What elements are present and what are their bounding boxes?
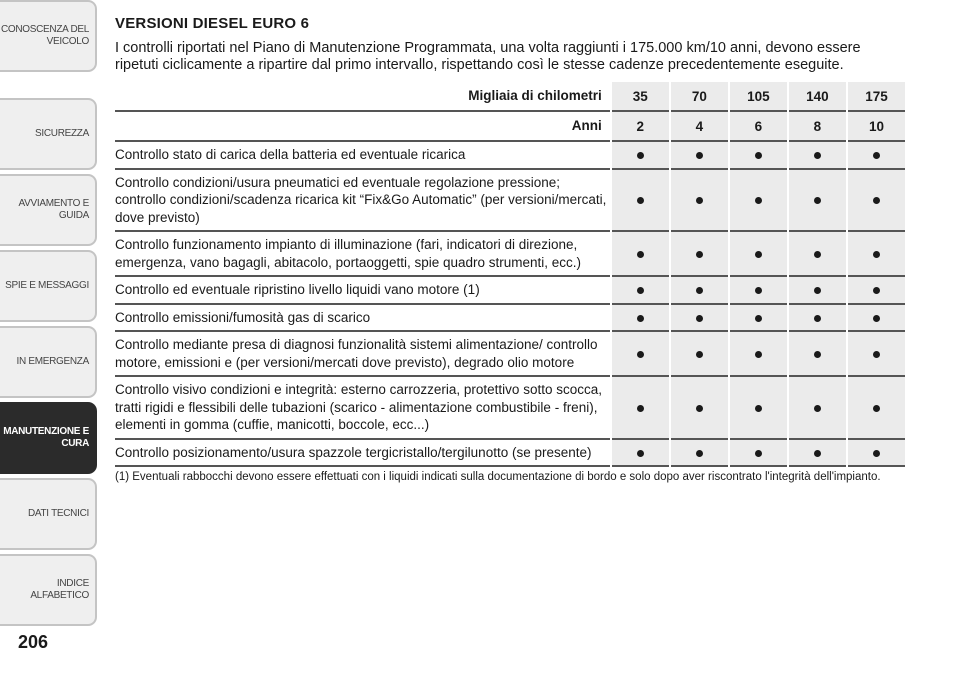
interval-cell <box>847 276 905 304</box>
years-header-cell: 4 <box>670 111 729 141</box>
interval-cell <box>670 169 729 232</box>
interval-cell <box>670 331 729 376</box>
interval-cell <box>729 304 788 332</box>
check-dot-icon <box>637 405 644 412</box>
interval-cell <box>847 376 905 439</box>
interval-cell <box>788 276 847 304</box>
years-header-cell: 6 <box>729 111 788 141</box>
check-description: Controllo emissioni/fumosità gas di scarico <box>115 309 371 325</box>
interval-cell <box>729 276 788 304</box>
check-dot-icon <box>696 315 703 322</box>
interval-cell <box>788 439 847 467</box>
tab-in-emergenza[interactable]: IN EMERGENZA <box>0 326 97 398</box>
years-header-cell: 10 <box>847 111 905 141</box>
interval-cell <box>670 304 729 332</box>
check-dot-icon <box>755 251 762 258</box>
tab-conoscenza-del-veicolo[interactable]: CONOSCENZA DEL VEICOLO <box>0 0 97 72</box>
table-row <box>115 331 905 376</box>
interval-cell <box>729 231 788 276</box>
tab-manutenzione-e-cura[interactable]: MANUTENZIONE E CURA <box>0 402 97 474</box>
table-row <box>115 169 905 232</box>
table-row <box>115 276 905 304</box>
interval-cell <box>611 439 670 467</box>
interval-cell <box>729 376 788 439</box>
tab-spie-e-messaggi[interactable]: SPIE E MESSAGGI <box>0 250 97 322</box>
interval-cell <box>611 276 670 304</box>
interval-cell <box>611 304 670 332</box>
check-dot-icon <box>755 405 762 412</box>
check-dot-icon <box>637 351 644 358</box>
section-title: VERSIONI DIESEL EURO 6 <box>115 15 310 32</box>
check-dot-icon <box>873 287 880 294</box>
tab-sicurezza[interactable]: SICUREZZA <box>0 98 97 170</box>
check-dot-icon <box>873 197 880 204</box>
interval-cell <box>788 304 847 332</box>
check-dot-icon <box>696 197 703 204</box>
check-dot-icon <box>814 315 821 322</box>
interval-cell <box>788 376 847 439</box>
maintenance-table <box>115 82 905 467</box>
interval-cell <box>729 439 788 467</box>
interval-cell <box>729 141 788 169</box>
years-header-cell: 8 <box>788 111 847 141</box>
table-row <box>115 439 905 467</box>
check-dot-icon <box>637 197 644 204</box>
interval-cell <box>847 231 905 276</box>
interval-cell <box>847 304 905 332</box>
interval-cell <box>611 376 670 439</box>
table-row <box>115 376 905 439</box>
km-header-cell: 175 <box>847 82 905 111</box>
check-description: Controllo condizioni/usura pneumatici ed eventuale regolazione pressione; controllo condizioni/scadenza ricarica kit “Fix&Go Automatic” (per versioni/mercati, dove previsto) <box>115 174 607 225</box>
tab-dati-tecnici[interactable]: DATI TECNICI <box>0 478 97 550</box>
check-dot-icon <box>814 251 821 258</box>
chapter-sidebar <box>0 0 100 620</box>
check-description: Controllo visivo condizioni e integrità: esterno carrozzeria, protettivo sotto scocca, tratti rigidi e flessibili delle tubazioni (scarico - alimentazione combustibile - freni), elementi in gomma (cuffie, manicotti, boccole, ecc...) <box>115 382 602 432</box>
check-dot-icon <box>873 152 880 159</box>
years-header-row <box>115 111 905 141</box>
table-row <box>115 304 905 332</box>
km-header-cell: 35 <box>611 82 670 111</box>
check-dot-icon <box>696 351 703 358</box>
interval-cell <box>729 331 788 376</box>
km-header-cell: 140 <box>788 82 847 111</box>
check-dot-icon <box>814 351 821 358</box>
interval-cell <box>611 331 670 376</box>
check-dot-icon <box>637 152 644 159</box>
check-dot-icon <box>755 450 762 457</box>
check-dot-icon <box>696 405 703 412</box>
check-description: Controllo funzionamento impianto di illuminazione (fari, indicatori di direzione, emergenza, vano bagagli, abitacolo, portaoggetti, spie quadro strumenti, ecc.) <box>115 237 582 270</box>
check-description: Controllo stato di carica della batteria ed eventuale ricarica <box>115 147 466 162</box>
check-dot-icon <box>814 287 821 294</box>
interval-cell <box>670 231 729 276</box>
check-dot-icon <box>873 251 880 258</box>
check-dot-icon <box>637 251 644 258</box>
main-content <box>115 15 905 484</box>
check-dot-icon <box>755 287 762 294</box>
interval-cell <box>847 169 905 232</box>
interval-cell <box>847 439 905 467</box>
check-dot-icon <box>873 450 880 457</box>
check-description: Controllo mediante presa di diagnosi funzionalità sistemi alimentazione/ controllo motore, emissioni e (per versioni/mercati dove previsto), degrado olio motore <box>115 337 598 370</box>
check-dot-icon <box>814 450 821 457</box>
years-header-cell: 2 <box>611 111 670 141</box>
check-dot-icon <box>814 405 821 412</box>
check-dot-icon <box>637 315 644 322</box>
check-dot-icon <box>873 405 880 412</box>
tab-indice-alfabetico[interactable]: INDICE ALFABETICO <box>0 554 97 626</box>
interval-cell <box>729 169 788 232</box>
footnote-marker: (1) <box>115 471 130 483</box>
check-description: Controllo posizionamento/usura spazzole tergicristallo/tergilunotto (se presente) <box>115 444 592 460</box>
footnote <box>115 470 905 484</box>
interval-cell <box>788 331 847 376</box>
interval-cell <box>847 141 905 169</box>
table-row <box>115 231 905 276</box>
check-dot-icon <box>696 251 703 258</box>
check-dot-icon <box>814 152 821 159</box>
km-header-cell: 105 <box>729 82 788 111</box>
km-header-cell: 70 <box>670 82 729 111</box>
interval-cell <box>788 231 847 276</box>
page-number: 206 <box>18 632 49 652</box>
interval-cell <box>788 141 847 169</box>
check-dot-icon <box>873 351 880 358</box>
check-dot-icon <box>755 197 762 204</box>
interval-cell <box>611 141 670 169</box>
check-dot-icon <box>755 152 762 159</box>
check-dot-icon <box>873 315 880 322</box>
check-description: Controllo ed eventuale ripristino livello liquidi vano motore (1) <box>115 282 480 297</box>
interval-cell <box>611 231 670 276</box>
check-dot-icon <box>814 197 821 204</box>
interval-cell <box>788 169 847 232</box>
check-dot-icon <box>696 287 703 294</box>
interval-cell <box>670 439 729 467</box>
years-header-label: Anni <box>571 118 602 134</box>
footnote-text: Eventuali rabbocchi devono essere effettuati con i liquidi indicati sulla documentazione di bordo e solo dopo aver riscontrato l'integrità dell'impianto. <box>132 471 881 483</box>
interval-cell <box>670 376 729 439</box>
km-header-row <box>115 82 905 111</box>
tab-avviamento-e-guida[interactable]: AVVIAMENTO E GUIDA <box>0 174 97 246</box>
check-dot-icon <box>696 152 703 159</box>
check-dot-icon <box>696 450 703 457</box>
check-dot-icon <box>637 450 644 457</box>
check-dot-icon <box>755 315 762 322</box>
interval-cell <box>847 331 905 376</box>
table-row <box>115 141 905 169</box>
interval-cell <box>611 169 670 232</box>
check-dot-icon <box>637 287 644 294</box>
check-dot-icon <box>755 351 762 358</box>
km-header-label: Migliaia di chilometri <box>468 88 602 104</box>
interval-cell <box>670 141 729 169</box>
interval-cell <box>670 276 729 304</box>
intro-paragraph: I controlli riportati nel Piano di Manutenzione Programmata, una volta raggiunti i 175.000 km/10 anni, devono essere ripetuti ciclicamente a ripartire dal primo intervallo, rispettando così le stesse cadenze precedentemente eseguite. <box>115 40 861 73</box>
